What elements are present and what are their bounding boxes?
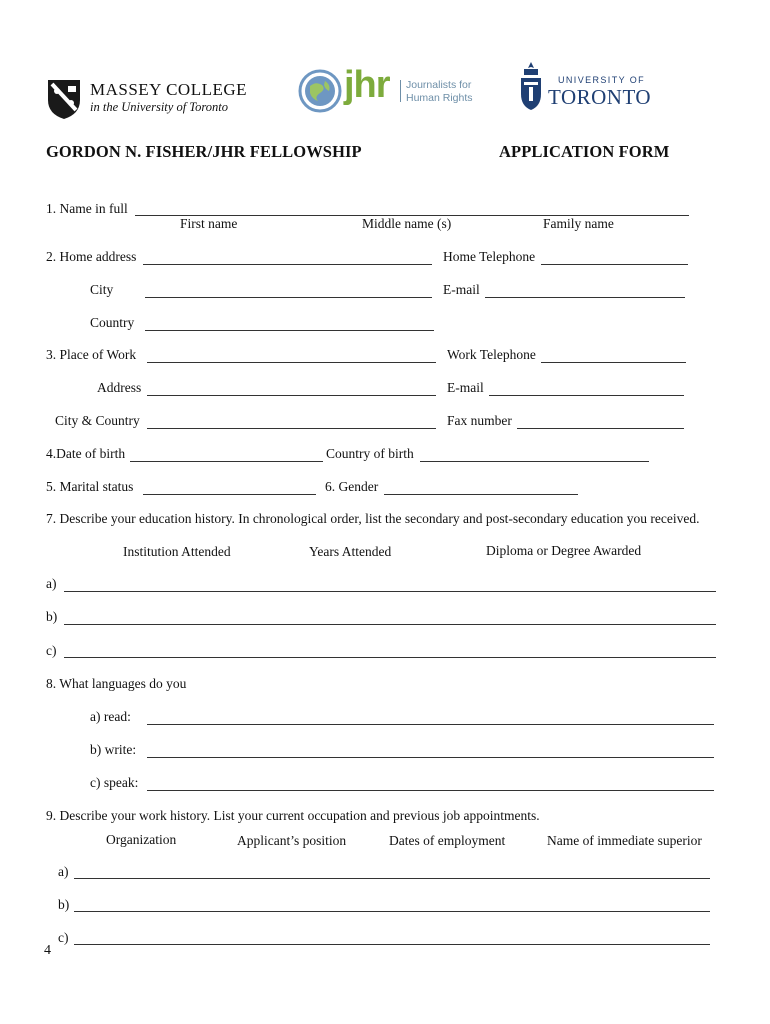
city-country-field[interactable] [147, 428, 436, 429]
position-column: Applicant’s position [237, 833, 347, 848]
work-address-field[interactable] [147, 395, 436, 396]
work-telephone-field[interactable] [541, 362, 686, 363]
work-row-field-b[interactable] [74, 911, 710, 912]
years-column: Years Attended [309, 544, 392, 559]
fellowship-title: GORDON N. FISHER/JHR FELLOWSHIP [46, 142, 362, 161]
q1-label: 1. Name in full [46, 201, 128, 216]
work-email-label: E-mail [447, 380, 484, 395]
city-field[interactable] [145, 297, 432, 298]
work-row-label: b) [58, 897, 70, 912]
dates-column: Dates of employment [389, 833, 506, 848]
speak-label: c) speak: [90, 775, 139, 790]
country-of-birth-label: Country of birth [326, 446, 414, 461]
write-label: b) write: [90, 742, 137, 757]
form-title: APPLICATION FORM [499, 142, 670, 161]
work-address-label: Address [97, 380, 142, 395]
edu-row-field-b[interactable] [64, 624, 716, 625]
work-email-field[interactable] [489, 395, 684, 396]
country-label: Country [90, 315, 135, 330]
date-of-birth-field[interactable] [130, 461, 323, 462]
home-email-label: E-mail [443, 282, 480, 297]
city-country-label: City & Country [55, 413, 140, 428]
q3-label: 3. Place of Work [46, 347, 137, 362]
city-label: City [90, 282, 114, 297]
q9-label: 9. Describe your work history. List your current occupation and previous job appointments. [46, 808, 540, 823]
work-telephone-label: Work Telephone [447, 347, 536, 362]
edu-row-label: c) [46, 643, 57, 658]
home-address-field[interactable] [143, 264, 432, 265]
jhr-line1: Journalists for [406, 79, 472, 91]
work-row-field-c[interactable] [74, 944, 710, 945]
diploma-column: Diploma or Degree Awarded [486, 543, 642, 558]
page-number: 4 [44, 943, 51, 958]
marital-status-field[interactable] [143, 494, 316, 495]
superior-column: Name of immediate superior [547, 833, 702, 848]
jhr-divider [400, 80, 401, 102]
q7-label: 7. Describe your education history. In chronological order, list the secondary and post-secondary education you received. [46, 511, 700, 526]
uoft-crest-icon [518, 60, 544, 112]
massey-crest-icon [46, 78, 82, 120]
place-of-work-field[interactable] [147, 362, 436, 363]
fax-number-label: Fax number [447, 413, 512, 428]
edu-row-label: a) [46, 576, 57, 591]
work-row-label: c) [58, 930, 69, 945]
home-telephone-label: Home Telephone [443, 249, 536, 264]
gender-field[interactable] [384, 494, 578, 495]
home-email-field[interactable] [485, 297, 685, 298]
edu-row-field-c[interactable] [64, 657, 716, 658]
gender-label: 6. Gender [325, 479, 379, 494]
work-row-field-a[interactable] [74, 878, 710, 879]
write-field[interactable] [147, 757, 714, 758]
massey-sub: in the University of Toronto [90, 100, 228, 114]
q4-label: 4.Date of birth [46, 446, 126, 461]
home-telephone-field[interactable] [541, 264, 688, 265]
globe-icon [298, 69, 342, 113]
uoft-top: UNIVERSITY OF [558, 75, 646, 85]
family-name-caption: Family name [543, 216, 614, 231]
q8-label: 8. What languages do you [46, 676, 187, 691]
massey-name: MASSEY COLLEGE [90, 80, 248, 99]
jhr-line2: Human Rights [406, 92, 473, 104]
fax-number-field[interactable] [517, 428, 684, 429]
edu-row-field-a[interactable] [64, 591, 716, 592]
country-field[interactable] [145, 330, 434, 331]
jhr-name: jhr [344, 64, 390, 106]
speak-field[interactable] [147, 790, 714, 791]
institution-column: Institution Attended [123, 544, 231, 559]
q5-label: 5. Marital status [46, 479, 134, 494]
country-of-birth-field[interactable] [420, 461, 649, 462]
q2-label: 2. Home address [46, 249, 137, 264]
read-label: a) read: [90, 709, 131, 724]
edu-row-label: b) [46, 609, 58, 624]
read-field[interactable] [147, 724, 714, 725]
work-row-label: a) [58, 864, 69, 879]
organization-column: Organization [106, 832, 177, 847]
middle-name-caption: Middle name (s) [362, 216, 452, 231]
uoft-main: TORONTO [548, 85, 652, 109]
first-name-caption: First name [180, 216, 238, 231]
